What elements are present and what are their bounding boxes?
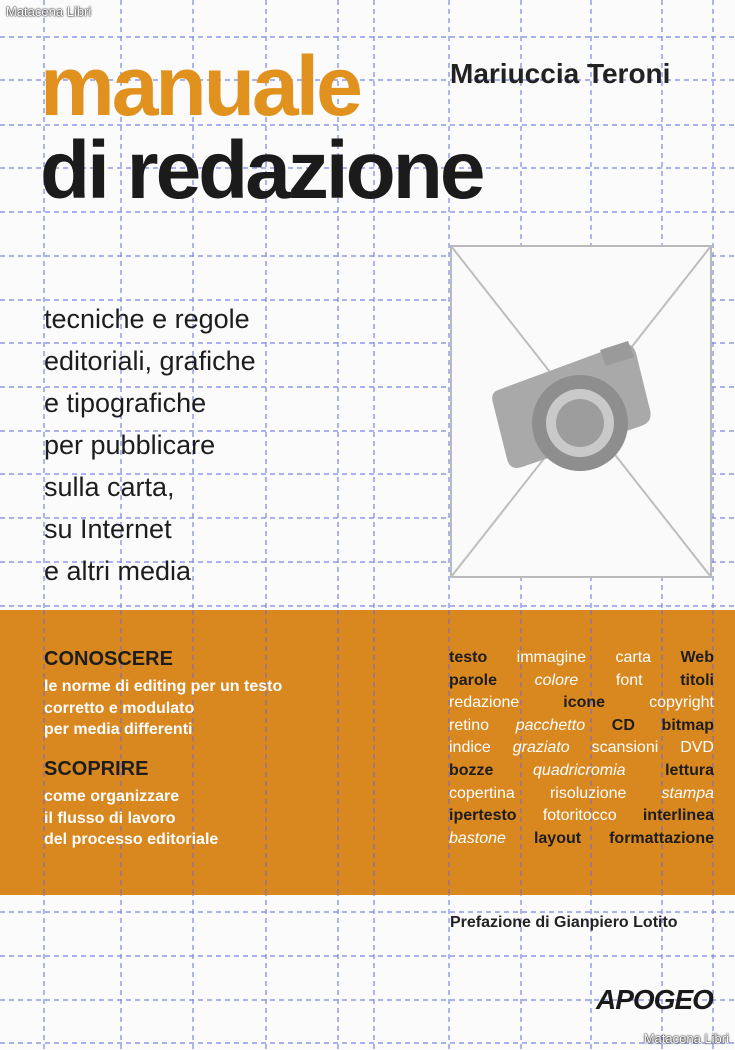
keyword-row (449, 828, 714, 851)
keyword: interlinea (642, 807, 714, 825)
keyword: titoli (680, 671, 714, 689)
keyword: parole (449, 671, 498, 689)
keyword: bitmap (661, 716, 714, 734)
keyword: quadricromia (533, 761, 626, 779)
keyword: carta (615, 649, 652, 666)
keyword: layout (533, 829, 582, 847)
watermark-top-left: Matacena Libri (6, 4, 92, 19)
subtitle-line: sulla carta, (44, 472, 175, 502)
keyword: retino (449, 716, 490, 734)
scoprire-line: come organizzare (44, 788, 180, 805)
keyword: stampa (661, 784, 714, 802)
keyword-row (449, 715, 714, 738)
subtitle-line: su Internet (44, 514, 172, 544)
watermark-bottom-right: Matacena Libri (643, 1031, 729, 1046)
keyword: copyright (649, 694, 714, 712)
keyword: font (615, 671, 643, 689)
keyword: indice (449, 739, 491, 757)
keyword-row (449, 692, 714, 715)
scoprire-heading: SCOPRIRE (44, 758, 149, 780)
scoprire-body (44, 786, 344, 851)
subtitle (44, 298, 374, 592)
keyword-row (449, 760, 714, 783)
keyword: lettura (665, 761, 714, 779)
conoscere-line: corretto e modulato (44, 699, 195, 717)
keyword: scansioni (591, 739, 659, 757)
keyword: icone (563, 694, 606, 712)
scoprire-line: il flusso di lavoro (44, 809, 176, 827)
keyword: bastone (449, 829, 506, 847)
keyword: redazione (449, 694, 520, 712)
conoscere-line: le norme di editing per un testo (44, 678, 283, 695)
keyword: testo (449, 649, 488, 666)
keyword-row (449, 737, 714, 760)
author-name: Mariuccia Teroni (450, 58, 671, 89)
keyword-row (449, 647, 714, 670)
subtitle-line: e tipografiche (44, 388, 207, 418)
conoscere-line: per media differenti (44, 721, 193, 738)
keyword-cloud (449, 647, 714, 850)
scoprire-line: del processo editoriale (44, 831, 219, 848)
subtitle-line: tecniche e regole (44, 304, 250, 334)
title-line-1: manuale (40, 39, 360, 133)
keyword: risoluzione (549, 784, 627, 802)
keyword-row (449, 670, 714, 693)
keyword: colore (534, 671, 579, 689)
image-placeholder (450, 245, 712, 578)
subtitle-line: per pubblicare (44, 430, 216, 460)
subtitle-line: editoriali, grafiche (44, 346, 256, 376)
keyword: bozze (449, 761, 494, 779)
keyword: Web (680, 649, 714, 666)
title-line-2: di redazione (40, 125, 483, 216)
keyword: immagine (516, 649, 587, 666)
subtitle-line: e altri media (44, 556, 192, 586)
keyword-row (449, 805, 714, 828)
keyword: copertina (449, 784, 515, 802)
conoscere-body (44, 676, 344, 741)
keyword: CD (611, 716, 635, 734)
publisher-logo: APOGEO (596, 984, 713, 1015)
foreword-credit: Prefazione di Gianpiero Lotito (450, 914, 678, 931)
keyword: formattazione (609, 829, 714, 847)
conoscere-heading: CONOSCERE (44, 648, 173, 670)
keyword: fotoritocco (542, 807, 617, 825)
keyword: DVD (680, 739, 714, 757)
keyword: ipertesto (449, 807, 517, 825)
keyword-row (449, 783, 714, 806)
keyword: graziato (512, 739, 570, 757)
keyword: pacchetto (515, 716, 586, 734)
